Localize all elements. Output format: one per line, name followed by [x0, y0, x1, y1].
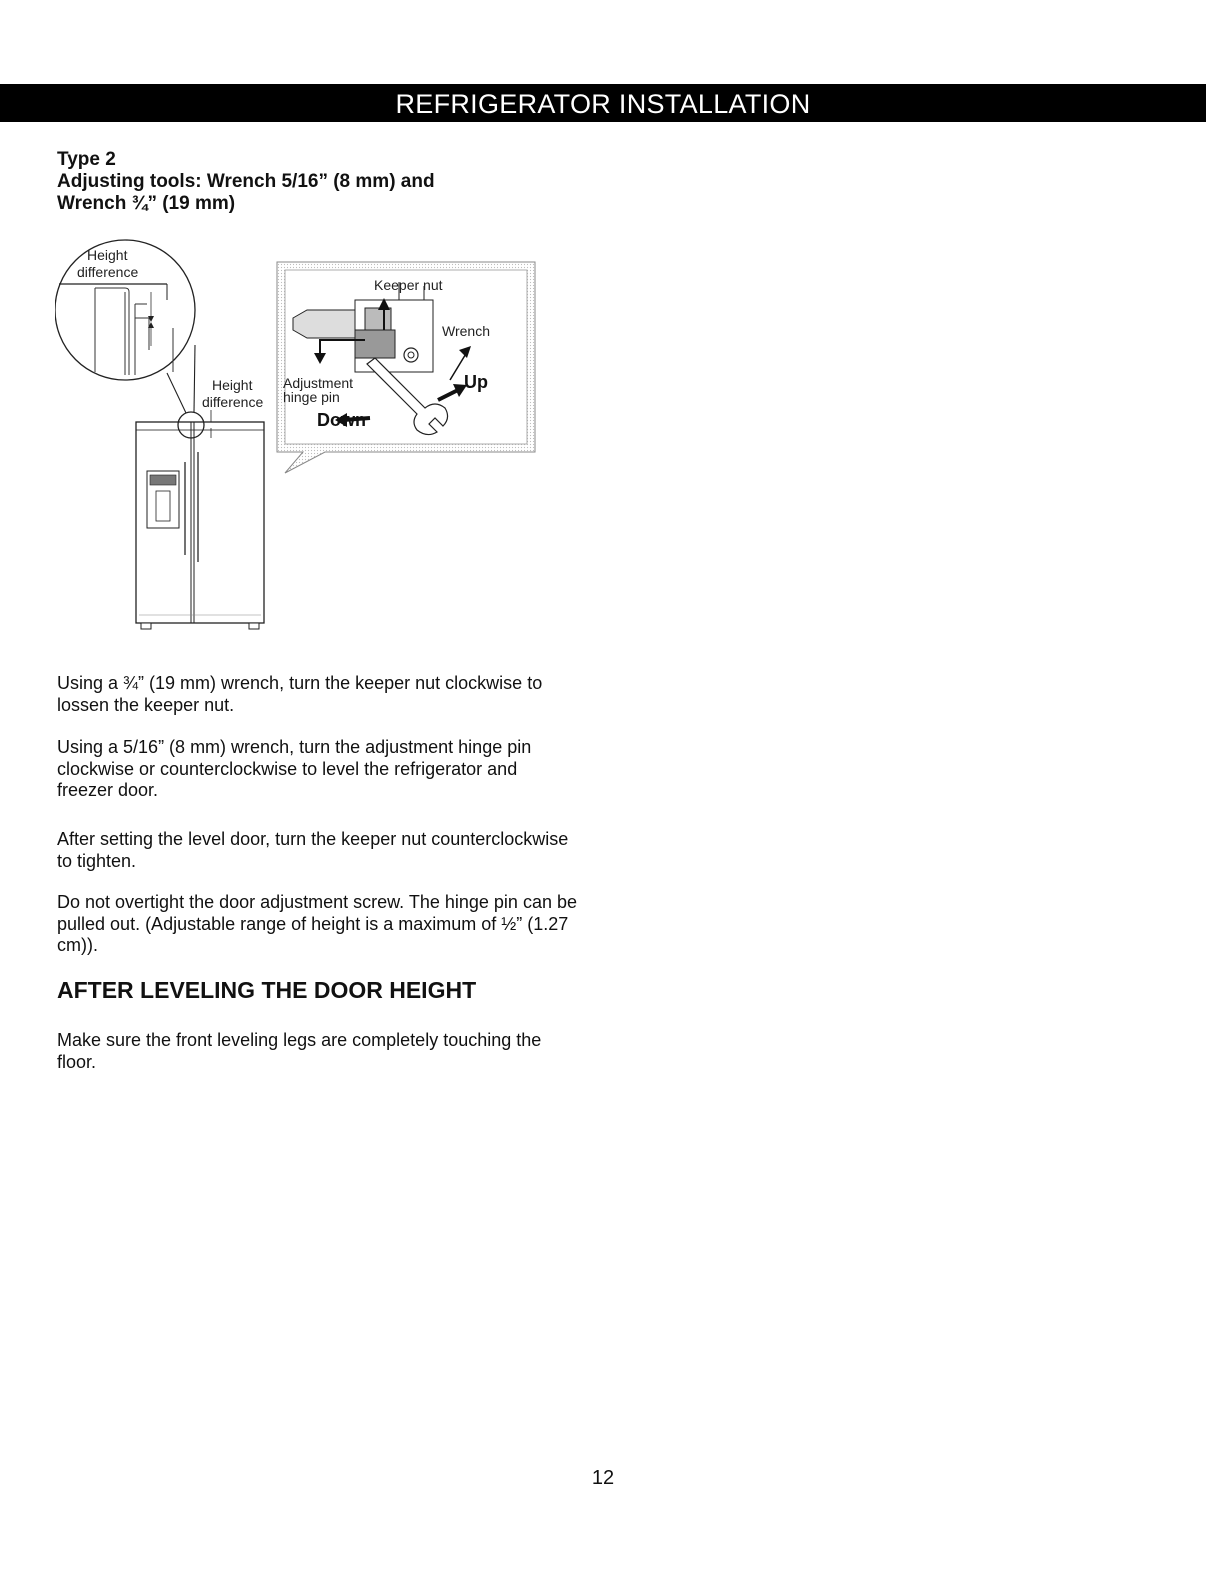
hinge-detail-callout — [277, 262, 535, 473]
subheading-tools-line2: Wrench ¾” (19 mm) — [57, 193, 236, 214]
wrench-label: Wrench — [442, 323, 490, 339]
inset-difference-label: difference — [77, 264, 139, 280]
paragraph-loosen-keeper-nut: Using a ¾” (19 mm) wrench, turn the keeper nut clockwise to lossen the keeper nut. — [57, 673, 543, 715]
down-label: Down — [317, 410, 366, 430]
paragraph-adjust-hinge-pin: Using a 5/16” (8 mm) wrench, turn the adjustment hinge pin clockwise or counterclockwise to level the refrigerator and freezer door. — [57, 737, 532, 800]
door-adjustment-illustration — [55, 230, 545, 640]
paragraph-tighten-keeper-nut: After setting the level door, turn the keeper nut counterclockwise to tighten. — [57, 829, 569, 871]
paragraph-leveling-legs: Make sure the front leveling legs are completely touching the floor. — [57, 1030, 542, 1072]
page-number: 12 — [591, 1467, 615, 1489]
hinge-pin-label: hinge pin — [283, 389, 340, 405]
subheading-tools-line1: Adjusting tools: Wrench 5/16” (8 mm) and — [57, 171, 435, 192]
refrigerator-drawing — [136, 410, 264, 629]
side-height-label: Height — [212, 377, 253, 393]
inset-height-label: Height — [87, 247, 128, 263]
paragraph-caution: Do not overtight the door adjustment screw. The hinge pin can be pulled out. (Adjustable range of height is a maximum of ½” (1.27 cm)). — [57, 892, 577, 955]
subheading-type: Type 2 — [57, 149, 116, 170]
side-difference-label: difference — [202, 394, 264, 410]
adjustment-label: Adjustment — [283, 375, 354, 391]
section-title: AFTER LEVELING THE DOOR HEIGHT — [57, 977, 477, 1003]
page-header-banner: REFRIGERATOR INSTALLATION — [0, 84, 1206, 122]
instruction-subheading — [57, 149, 577, 215]
keeper-nut-label: Keeper nut — [374, 277, 443, 293]
magnified-circle-inset — [55, 240, 195, 380]
up-label: Up — [464, 372, 488, 392]
